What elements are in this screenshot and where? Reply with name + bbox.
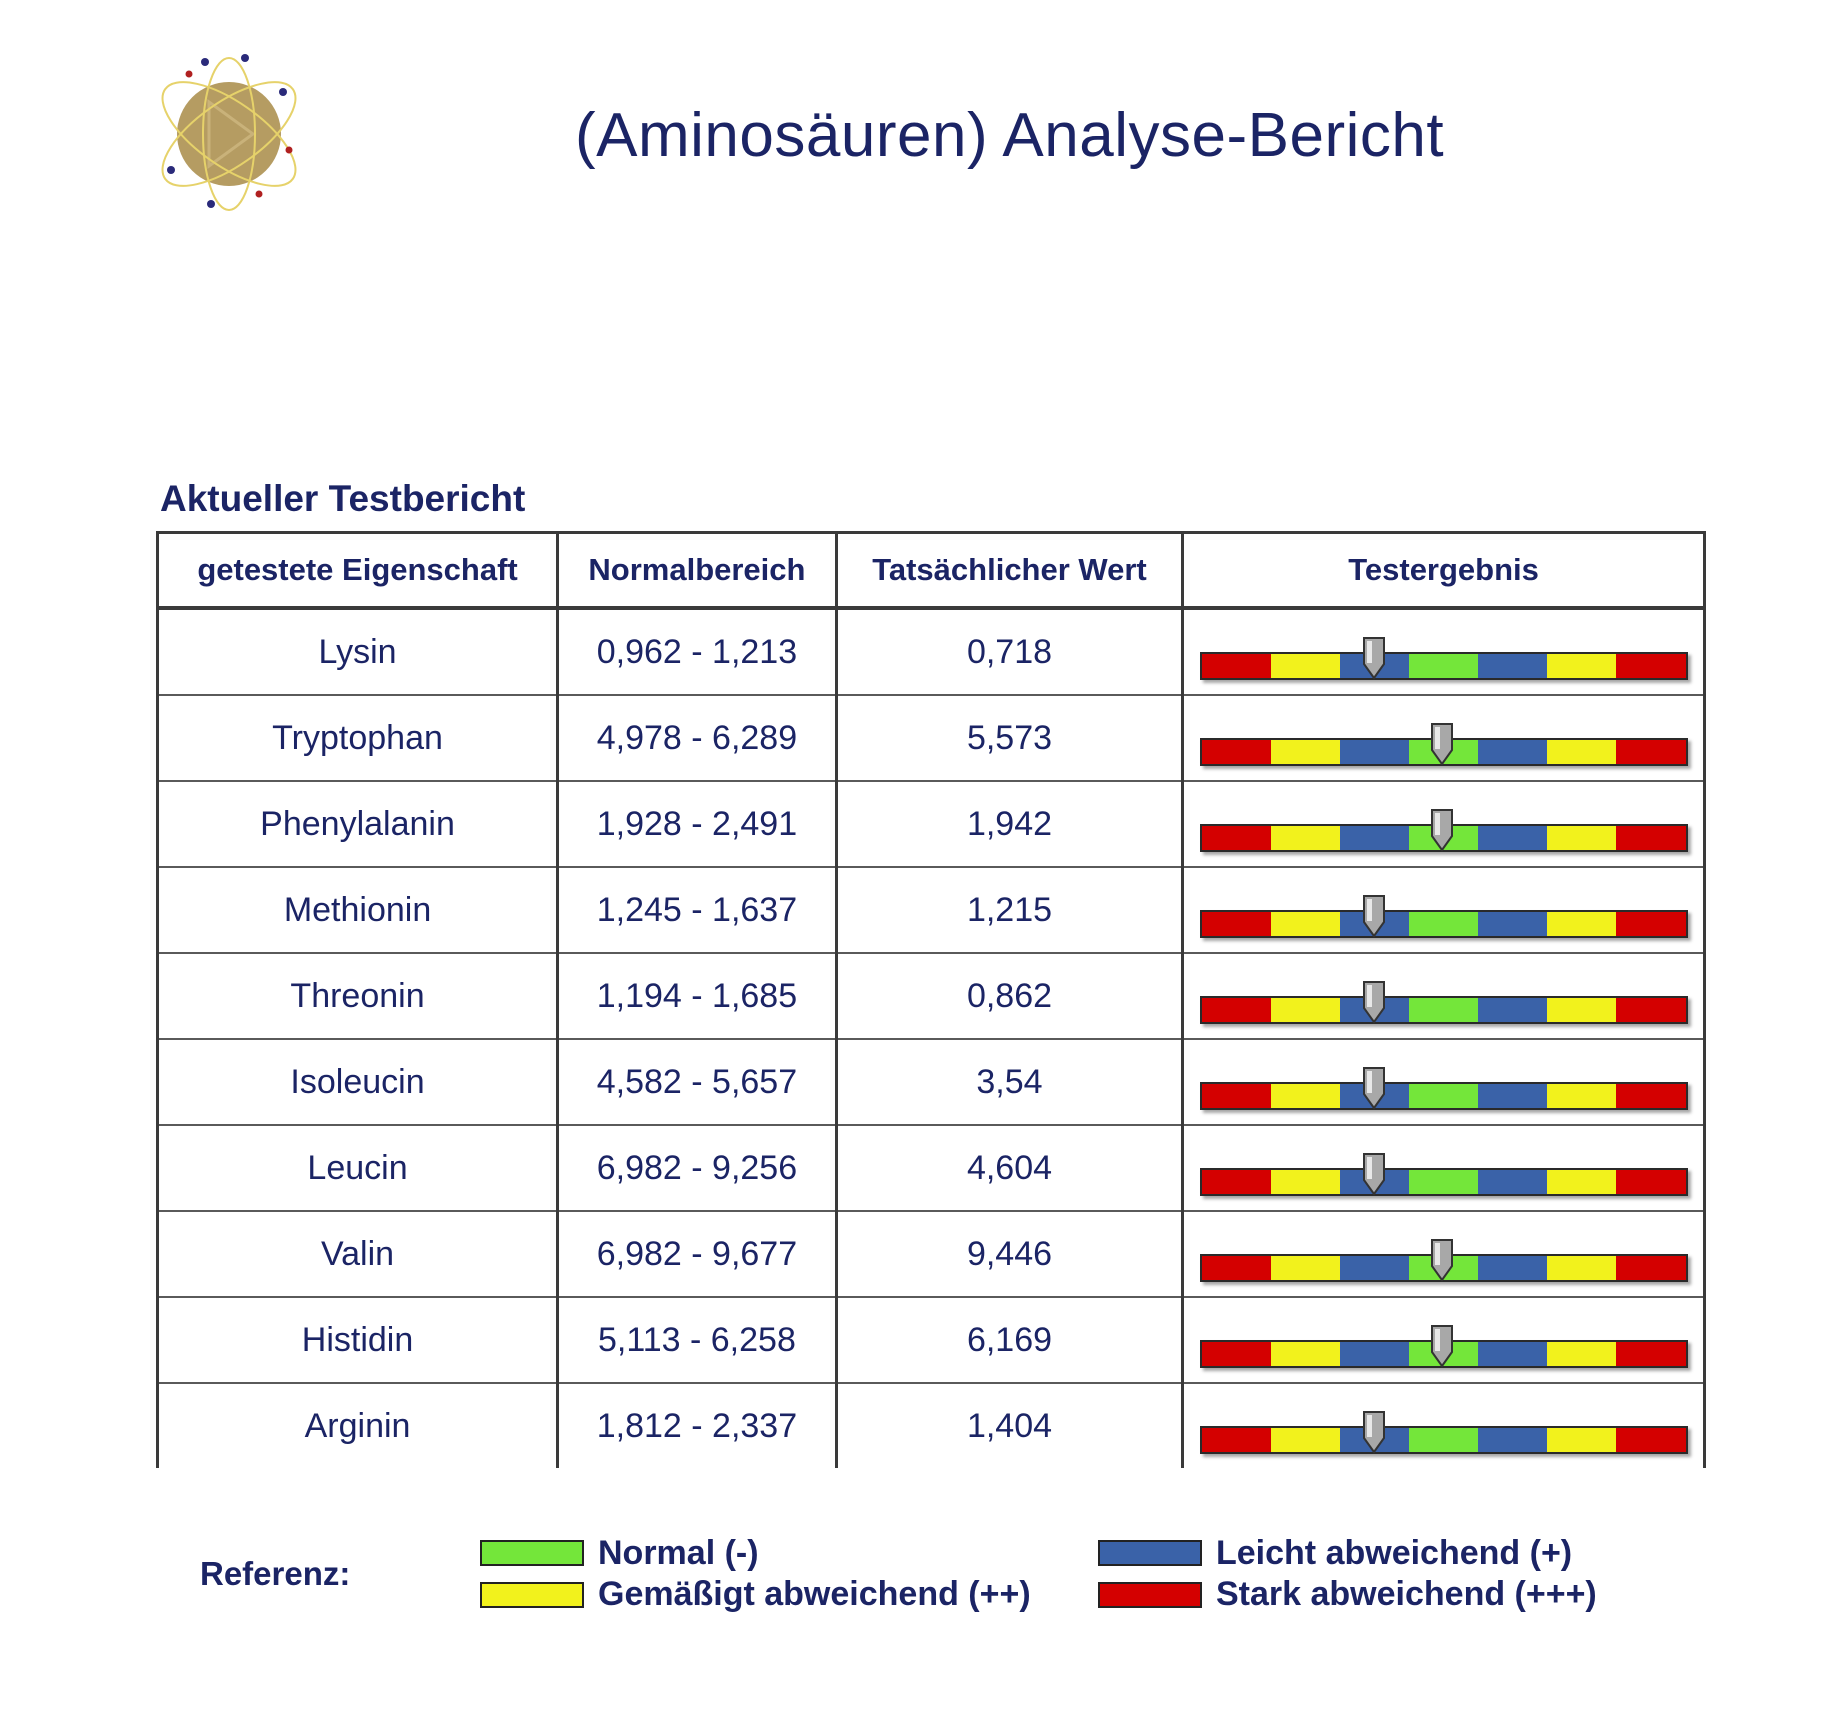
table-row <box>158 1383 1705 1468</box>
result-scale <box>1200 636 1688 676</box>
atom-logo-icon <box>148 54 310 214</box>
property-name: Lysin <box>158 608 558 695</box>
scale-segment <box>1202 1084 1271 1108</box>
table-row <box>158 1125 1705 1211</box>
actual-value: 1,215 <box>836 867 1182 953</box>
result-scale-bar <box>1200 996 1688 1024</box>
legend-swatch-normal <box>480 1540 584 1566</box>
scale-segment <box>1478 1170 1547 1194</box>
scale-segment <box>1547 998 1616 1022</box>
scale-segment <box>1616 1084 1685 1108</box>
result-scale <box>1200 1066 1688 1106</box>
result-scale-bar <box>1200 910 1688 938</box>
scale-segment <box>1271 1428 1340 1452</box>
scale-segment <box>1478 1428 1547 1452</box>
result-scale-bar <box>1200 1082 1688 1110</box>
actual-value: 5,573 <box>836 695 1182 781</box>
result-scale-cell <box>1183 1383 1705 1468</box>
result-scale <box>1200 808 1688 848</box>
section-title: Aktueller Testbericht <box>160 478 526 519</box>
results-table <box>156 531 1706 1468</box>
actual-value: 0,862 <box>836 953 1182 1039</box>
property-name: Threonin <box>158 953 558 1039</box>
property-name: Arginin <box>158 1383 558 1468</box>
scale-segment <box>1409 1084 1478 1108</box>
table-row <box>158 1039 1705 1125</box>
scale-segment <box>1616 740 1685 764</box>
normal-range: 5,113 - 6,258 <box>558 1297 837 1383</box>
scale-segment <box>1478 912 1547 936</box>
scale-segment <box>1340 1256 1409 1280</box>
result-scale-cell <box>1183 781 1705 867</box>
property-name: Tryptophan <box>158 695 558 781</box>
normal-range: 4,582 - 5,657 <box>558 1039 837 1125</box>
result-scale <box>1200 1410 1688 1450</box>
actual-value: 1,942 <box>836 781 1182 867</box>
scale-segment <box>1271 998 1340 1022</box>
result-pointer-icon <box>1430 808 1454 852</box>
result-pointer-icon <box>1430 1324 1454 1368</box>
scale-segment <box>1616 1170 1685 1194</box>
scale-segment <box>1202 1428 1271 1452</box>
scale-segment <box>1616 1342 1685 1366</box>
result-scale-cell <box>1183 867 1705 953</box>
scale-segment <box>1271 912 1340 936</box>
column-header-actual-value: Tatsächlicher Wert <box>836 533 1182 609</box>
table-row <box>158 1211 1705 1297</box>
result-scale <box>1200 894 1688 934</box>
result-scale <box>1200 1324 1688 1364</box>
actual-value: 3,54 <box>836 1039 1182 1125</box>
table-header-row <box>158 533 1705 609</box>
scale-segment <box>1271 826 1340 850</box>
result-scale-cell <box>1183 1125 1705 1211</box>
normal-range: 6,982 - 9,256 <box>558 1125 837 1211</box>
legend-text-slight: Leicht abweichend (+) <box>1216 1534 1573 1572</box>
scale-segment <box>1271 1342 1340 1366</box>
result-scale-cell <box>1183 695 1705 781</box>
result-scale-cell <box>1183 608 1705 695</box>
result-scale <box>1200 980 1688 1020</box>
scale-segment <box>1478 740 1547 764</box>
table-row <box>158 695 1705 781</box>
actual-value: 0,718 <box>836 608 1182 695</box>
actual-value: 4,604 <box>836 1125 1182 1211</box>
scale-segment <box>1616 998 1685 1022</box>
scale-segment <box>1547 1342 1616 1366</box>
normal-range: 1,194 - 1,685 <box>558 953 837 1039</box>
scale-segment <box>1202 998 1271 1022</box>
scale-segment <box>1547 740 1616 764</box>
scale-segment <box>1547 1256 1616 1280</box>
actual-value: 9,446 <box>836 1211 1182 1297</box>
scale-segment <box>1409 1170 1478 1194</box>
scale-segment <box>1478 998 1547 1022</box>
normal-range: 1,245 - 1,637 <box>558 867 837 953</box>
table-row <box>158 953 1705 1039</box>
table-row <box>158 1297 1705 1383</box>
page-title: (Aminosäuren) Analyse-Bericht <box>575 101 1445 170</box>
scale-segment <box>1616 912 1685 936</box>
result-pointer-icon <box>1430 1238 1454 1282</box>
legend-swatch-moderate <box>480 1582 584 1608</box>
property-name: Phenylalanin <box>158 781 558 867</box>
legend-text-moderate: Gemäßigt abweichend (++) <box>598 1575 1031 1613</box>
result-scale-cell <box>1183 1039 1705 1125</box>
scale-segment <box>1616 1428 1685 1452</box>
column-header-normal-range: Normalbereich <box>558 533 837 609</box>
normal-range: 0,962 - 1,213 <box>558 608 837 695</box>
scale-segment <box>1616 654 1685 678</box>
legend-text-strong: Stark abweichend (+++) <box>1216 1575 1597 1613</box>
legend-label: Referenz: <box>200 1555 351 1592</box>
scale-segment <box>1547 1084 1616 1108</box>
normal-range: 1,812 - 2,337 <box>558 1383 837 1468</box>
scale-segment <box>1271 1170 1340 1194</box>
scale-segment <box>1271 1256 1340 1280</box>
scale-segment <box>1409 654 1478 678</box>
scale-segment <box>1478 826 1547 850</box>
legend-swatch-slight <box>1098 1540 1202 1566</box>
scale-segment <box>1340 826 1409 850</box>
scale-segment <box>1202 654 1271 678</box>
column-header-property: getestete Eigenschaft <box>158 533 558 609</box>
scale-segment <box>1202 826 1271 850</box>
scale-segment <box>1547 1428 1616 1452</box>
scale-segment <box>1547 826 1616 850</box>
scale-segment <box>1409 1428 1478 1452</box>
scale-segment <box>1478 1084 1547 1108</box>
result-pointer-icon <box>1362 980 1386 1024</box>
scale-segment <box>1409 912 1478 936</box>
normal-range: 4,978 - 6,289 <box>558 695 837 781</box>
property-name: Valin <box>158 1211 558 1297</box>
result-scale-cell <box>1183 953 1705 1039</box>
result-scale-cell <box>1183 1297 1705 1383</box>
scale-segment <box>1616 826 1685 850</box>
scale-segment <box>1271 654 1340 678</box>
result-pointer-icon <box>1362 636 1386 680</box>
normal-range: 1,928 - 2,491 <box>558 781 837 867</box>
result-scale-cell <box>1183 1211 1705 1297</box>
table-row <box>158 867 1705 953</box>
scale-segment <box>1616 1256 1685 1280</box>
normal-range: 6,982 - 9,677 <box>558 1211 837 1297</box>
scale-segment <box>1202 1342 1271 1366</box>
result-pointer-icon <box>1362 1066 1386 1110</box>
scale-segment <box>1202 1170 1271 1194</box>
scale-segment <box>1202 740 1271 764</box>
result-pointer-icon <box>1362 894 1386 938</box>
scale-segment <box>1478 1342 1547 1366</box>
legend-swatch-strong <box>1098 1582 1202 1608</box>
property-name: Leucin <box>158 1125 558 1211</box>
property-name: Isoleucin <box>158 1039 558 1125</box>
result-pointer-icon <box>1362 1410 1386 1454</box>
scale-segment <box>1478 1256 1547 1280</box>
scale-segment <box>1547 654 1616 678</box>
column-header-test-result: Testergebnis <box>1183 533 1705 609</box>
result-scale-bar <box>1200 1426 1688 1454</box>
scale-segment <box>1271 740 1340 764</box>
actual-value: 1,404 <box>836 1383 1182 1468</box>
scale-segment <box>1202 1256 1271 1280</box>
legend-text-normal: Normal (-) <box>598 1534 759 1572</box>
result-pointer-icon <box>1430 722 1454 766</box>
result-scale-bar <box>1200 1168 1688 1196</box>
result-scale <box>1200 1152 1688 1192</box>
result-pointer-icon <box>1362 1152 1386 1196</box>
result-scale <box>1200 722 1688 762</box>
result-scale <box>1200 1238 1688 1278</box>
table-row <box>158 608 1705 695</box>
actual-value: 6,169 <box>836 1297 1182 1383</box>
table-row <box>158 781 1705 867</box>
scale-segment <box>1202 912 1271 936</box>
scale-segment <box>1409 998 1478 1022</box>
property-name: Methionin <box>158 867 558 953</box>
scale-segment <box>1340 740 1409 764</box>
property-name: Histidin <box>158 1297 558 1383</box>
scale-segment <box>1478 654 1547 678</box>
result-scale-bar <box>1200 652 1688 680</box>
scale-segment <box>1340 1342 1409 1366</box>
scale-segment <box>1271 1084 1340 1108</box>
scale-segment <box>1547 912 1616 936</box>
scale-segment <box>1547 1170 1616 1194</box>
